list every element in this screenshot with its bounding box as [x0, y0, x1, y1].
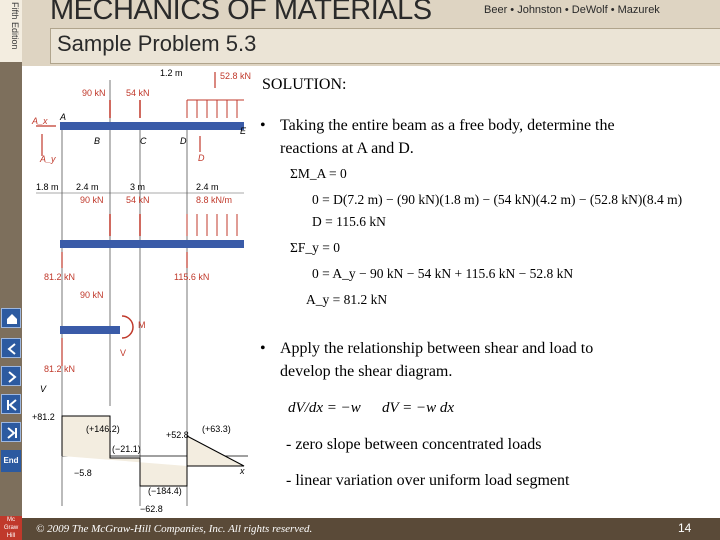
bullet2-line2: develop the shear diagram.	[280, 363, 453, 380]
section-label-v: V	[120, 348, 127, 358]
bullet-reactions	[260, 114, 710, 160]
fbd-label-54: 54 kN	[126, 195, 150, 205]
shear-p3: (−21.1)	[112, 444, 141, 454]
dim-2-4a: 2.4 m	[76, 182, 99, 192]
eq-force: 0 = A_y − 90 kN − 54 kN + 115.6 kN − 52.8 kN	[312, 266, 574, 281]
shear-p6: −5.8	[74, 468, 92, 478]
dash-glyph: -	[286, 472, 296, 489]
shear-p5: (+63.3)	[202, 424, 231, 434]
header	[22, 0, 720, 66]
fbd-label-ay: 81.2 kN	[44, 272, 76, 282]
eq-dv: dV = −w dx	[382, 400, 455, 416]
shear-label-v: V	[40, 384, 47, 394]
bullet2-line1: Apply the relationship between shear and load to	[280, 340, 594, 357]
label-90: 90 kN	[82, 88, 106, 98]
home-icon[interactable]	[1, 308, 21, 328]
section-label-90: 90 kN	[80, 290, 104, 300]
bullet1-line2: reactions at A and D.	[280, 140, 414, 157]
label-54: 54 kN	[126, 88, 150, 98]
shear-label-x: x	[240, 466, 245, 476]
eq-ay: A_y = 81.2 kN	[306, 292, 388, 307]
shear-p8: −62.8	[140, 504, 163, 514]
dim-1-2: 1.2 m	[160, 68, 183, 78]
beam-top	[60, 122, 244, 130]
dist-load-fbd	[187, 214, 237, 236]
footer	[22, 518, 720, 540]
beam-figure	[30, 66, 252, 518]
beam-fbd	[60, 240, 244, 248]
eq-moment: 0 = D(7.2 m) − (90 kN)(1.8 m) − (54 kN)(4.2 m) − (52.8 kN)(8.4 m)	[312, 192, 683, 207]
subtitle-box	[50, 28, 720, 64]
label-ay: A_y	[40, 154, 56, 164]
label-c: C	[140, 136, 147, 146]
dash-item-2	[286, 472, 569, 490]
end-button[interactable]: End	[1, 450, 21, 472]
label-a: A	[60, 112, 67, 122]
eq-d: D = 115.6 kN	[312, 214, 386, 229]
copyright: © 2009 The McGraw-Hill Companies, Inc. All rights reserved.	[36, 523, 313, 535]
section-label-m: M	[138, 320, 146, 330]
dim-3: 3 m	[130, 182, 146, 192]
fbd-label-d: 115.6 kN	[174, 272, 210, 282]
moment-arrow	[122, 316, 133, 338]
first-icon[interactable]	[1, 394, 21, 414]
bullet-shear	[260, 337, 710, 383]
label-e: E	[240, 126, 247, 136]
label-d-reaction: D	[198, 153, 205, 163]
eq-sum-ma: ΣM_A = 0	[290, 166, 347, 181]
dash-glyph: -	[286, 436, 296, 453]
label-52-8: 52.8 kN	[220, 71, 252, 81]
forward-icon[interactable]	[1, 366, 21, 386]
publisher-logo: Mc Graw Hill	[0, 516, 22, 540]
fbd-label-dist: 8.8 kN/m	[196, 195, 233, 205]
edition-label: Fifth Edition	[0, 0, 22, 62]
label-d: D	[180, 136, 187, 146]
bullet-dot: •	[260, 340, 266, 357]
dash-item-1	[286, 436, 541, 454]
subtitle: Sample Problem 5.3	[57, 31, 257, 56]
solution-heading: SOLUTION:	[262, 76, 347, 93]
authors: Beer • Johnston • DeWolf • Mazurek	[484, 4, 660, 16]
shear-p1: +81.2	[32, 412, 55, 422]
beam-section	[60, 326, 120, 334]
dash2-text: linear variation over uniform load segment	[295, 472, 570, 489]
shear-p2: (+146.2)	[86, 424, 120, 434]
dim-1-8: 1.8 m	[36, 182, 59, 192]
eq-dvdx: dV/dx = −w	[288, 400, 361, 416]
page-title: MECHANICS OF MATERIALS	[50, 0, 432, 26]
back-icon[interactable]	[1, 338, 21, 358]
bullet-dot: •	[260, 117, 266, 134]
section-label-ay: 81.2 kN	[44, 364, 76, 374]
bullet1-line1: Taking the entire beam as a free body, determine the	[280, 117, 615, 134]
dash1-text: zero slope between concentrated loads	[295, 436, 542, 453]
fbd-label-90: 90 kN	[80, 195, 104, 205]
dist-load-top	[187, 100, 244, 118]
shear-p7: (−184.4)	[148, 486, 182, 496]
shear-p4: +52.8	[166, 430, 189, 440]
dim-2-4b: 2.4 m	[196, 182, 219, 192]
page-number: 14	[678, 521, 692, 535]
last-icon[interactable]	[1, 422, 21, 442]
label-b: B	[94, 136, 101, 146]
label-ax: A_x	[32, 116, 48, 126]
eq-sum-fy: ΣF_y = 0	[290, 240, 340, 255]
